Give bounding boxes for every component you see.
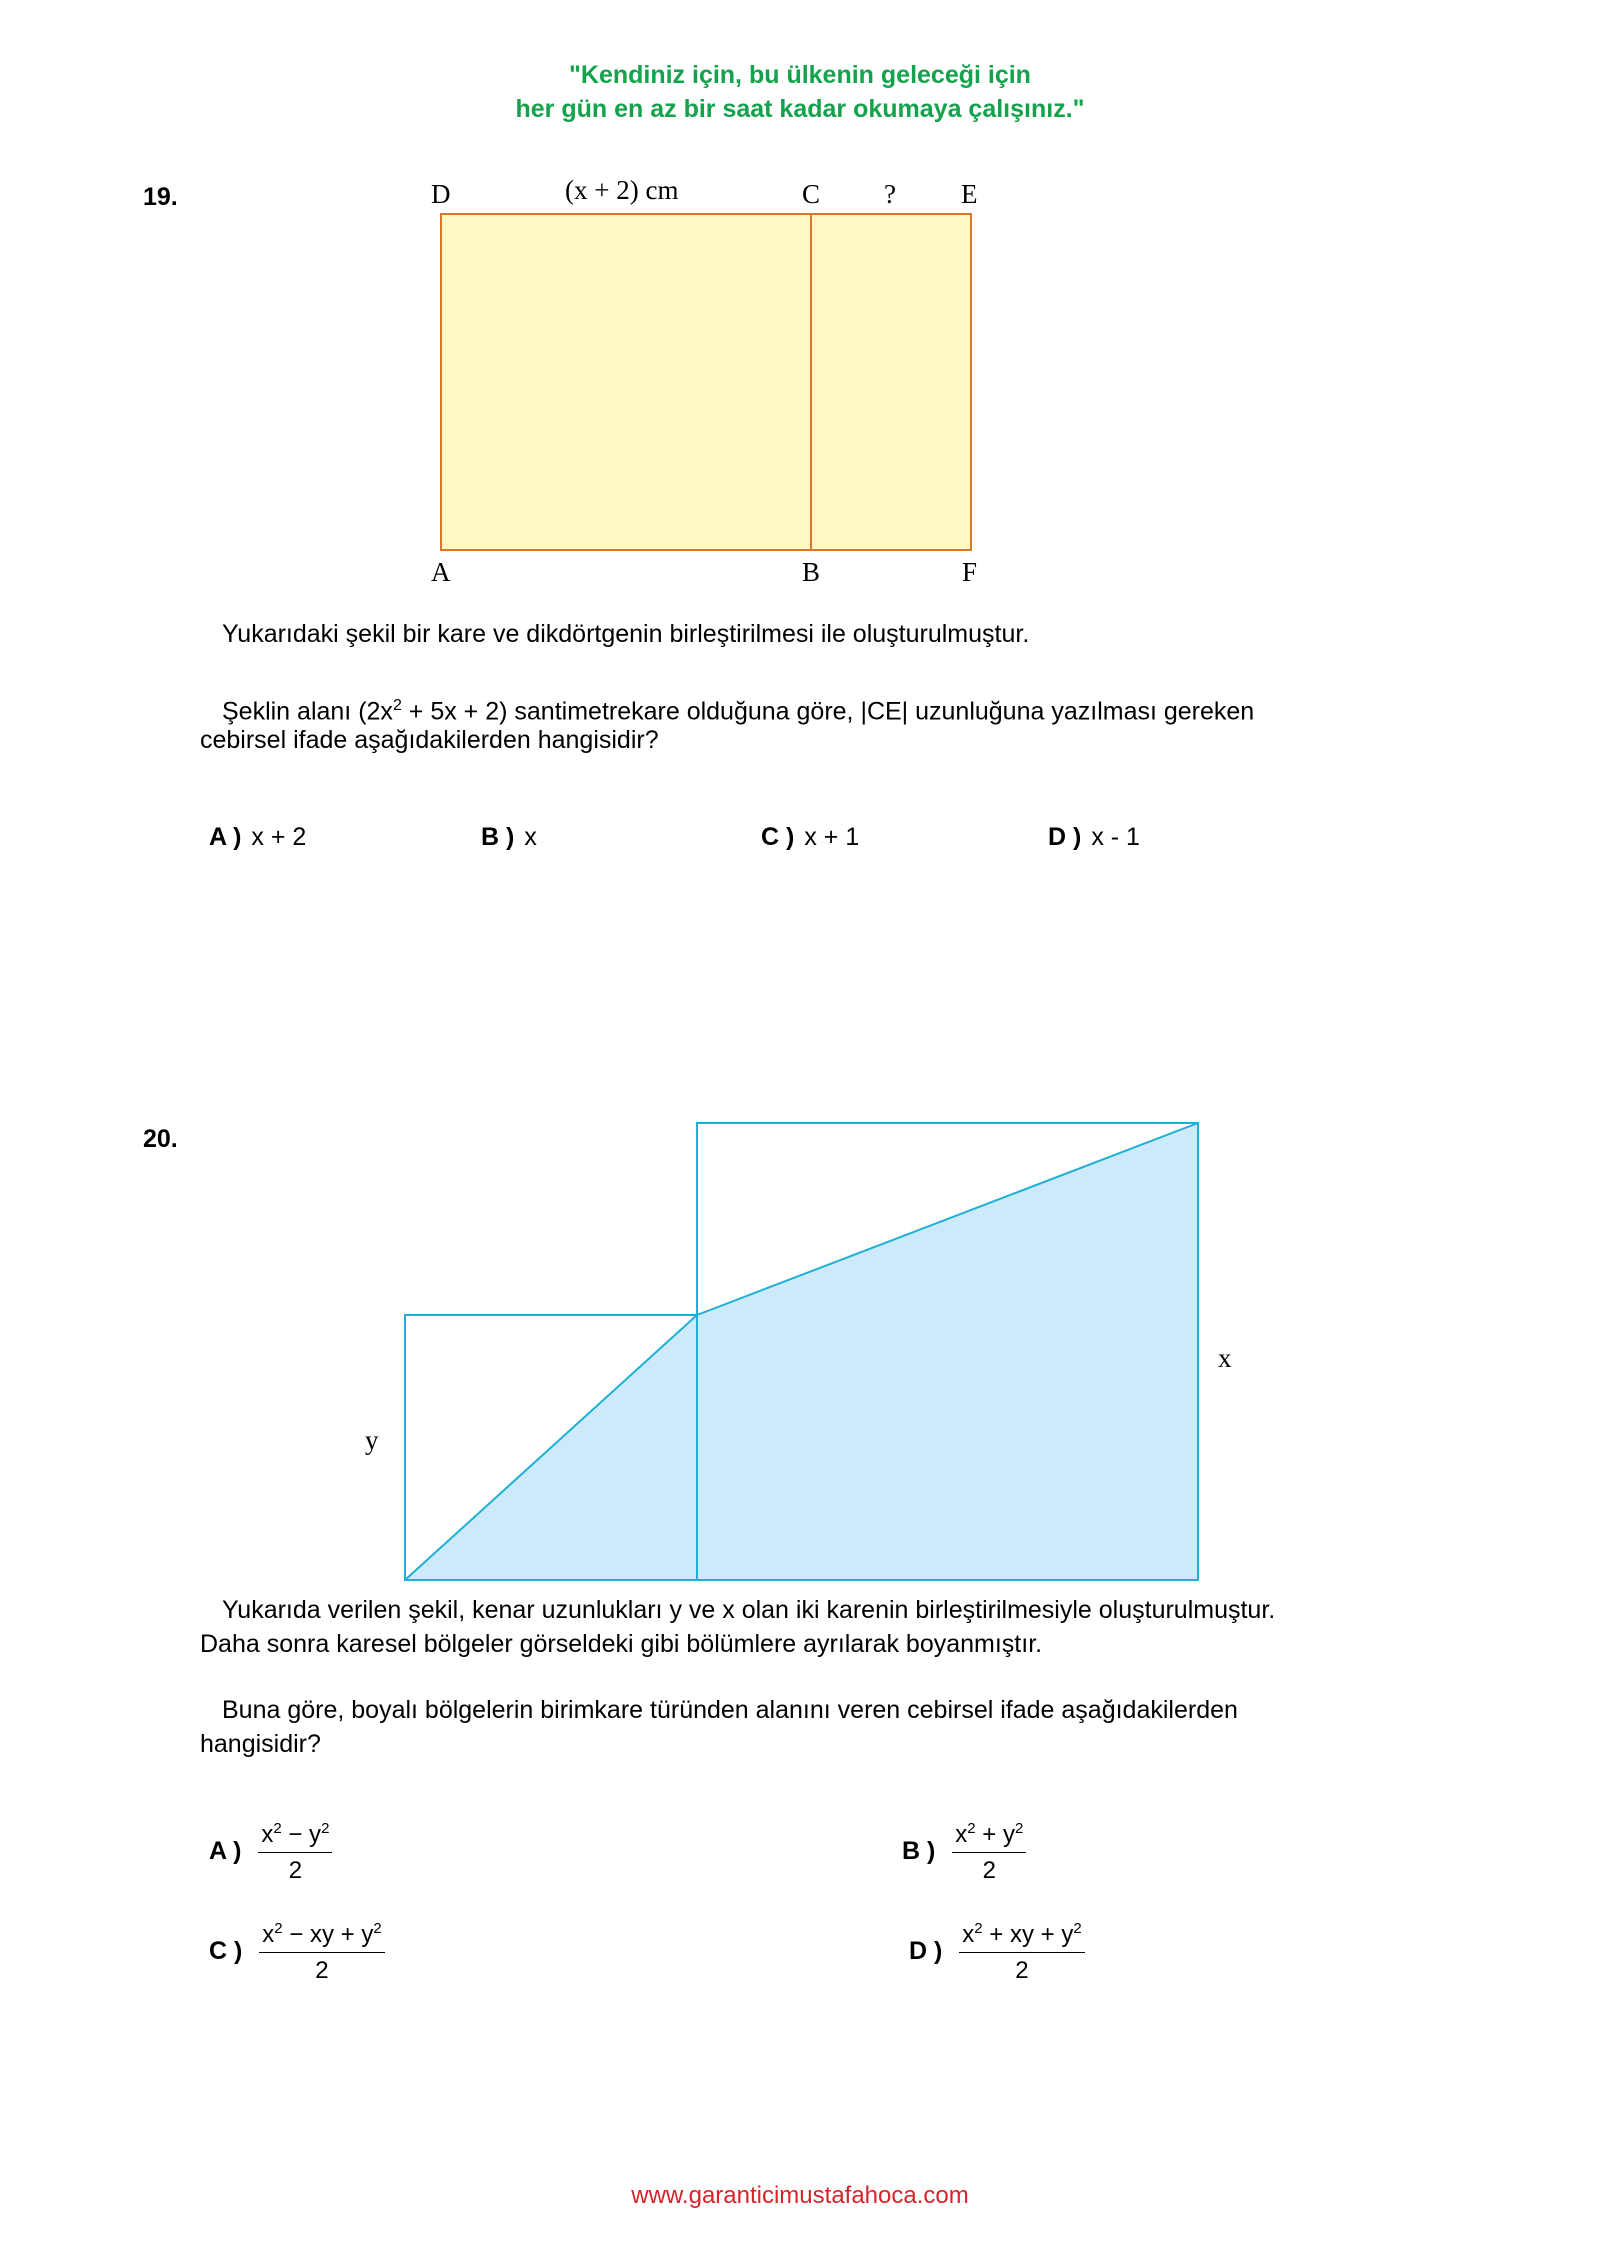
q20-option-d-letter: D ) [909, 1937, 943, 1966]
motto-line-1: "Kendiniz için, bu ülkenin geleceği için [569, 61, 1031, 89]
q20-option-b-letter: B ) [902, 1837, 936, 1866]
q19-q-part-b: + 5x + 2) santimetrekare olduğuna göre, |CE| uzunluğuna yazılması gereken [401, 697, 1255, 726]
q20-option-b-fraction [952, 1820, 1026, 1885]
exponent: 2 [273, 1820, 282, 1837]
q19-description: Yukarıdaki şekil bir kare ve dikdörtgenin birleştirilmesi ile oluşturulmuştur. [222, 620, 1030, 648]
q20-label-x: x [1218, 1343, 1232, 1373]
q20-option-c-denominator: 2 [315, 1957, 329, 1984]
term: x [955, 1821, 968, 1848]
q19-label-unknown: ? [884, 179, 896, 209]
term: − xy + y [282, 1921, 374, 1948]
q20-option-a[interactable] [209, 1820, 332, 1885]
q19-label-c: C [802, 179, 821, 209]
q19-option-b-value: x [524, 823, 537, 851]
q19-option-a-value: x + 2 [251, 823, 307, 851]
term: + xy + y [982, 1921, 1074, 1948]
q20-option-c-fraction [259, 1920, 384, 1985]
q20-option-c[interactable] [209, 1920, 385, 1985]
q19-label-b: B [802, 557, 821, 587]
q20-option-a-fraction [258, 1820, 332, 1885]
q20-option-d-denominator: 2 [1015, 1957, 1029, 1984]
exponent: 2 [967, 1820, 976, 1837]
q19-label-top-dimension: (x + 2) cm [565, 175, 679, 205]
q20-option-b-numerator [952, 1820, 1026, 1853]
exponent: 2 [1014, 1820, 1024, 1837]
q20-option-c-numerator [259, 1920, 384, 1953]
q19-question-line-2: cebirsel ifade aşağıdakilerden hangisidir? [200, 726, 659, 754]
footer-url[interactable]: www.garanticimustafahoca.com [631, 2182, 969, 2209]
q20-option-b[interactable] [902, 1820, 1026, 1885]
q20-option-d-fraction [959, 1920, 1084, 1985]
question-19-number: 19. [143, 183, 178, 211]
q20-description-line-2: Daha sonra karesel bölgeler görseldeki gibi bölümlere ayrılarak boyanmıştır. [200, 1630, 1043, 1658]
q19-label-a: A [431, 557, 451, 587]
q20-question-line-1: Buna göre, boyalı bölgelerin birimkare türünden alanını veren cebirsel ifade aşağıdakilerden [222, 1696, 1238, 1724]
q20-option-d-numerator [959, 1920, 1084, 1953]
exponent: 2 [274, 1920, 283, 1937]
term: − y [281, 1821, 322, 1848]
q19-option-b-letter: B ) [481, 823, 515, 851]
q20-label-y: y [365, 1425, 379, 1455]
q19-option-a-letter: A ) [209, 823, 242, 851]
q19-q-exponent: 2 [392, 697, 402, 714]
term: x [262, 1921, 275, 1948]
q20-option-b-denominator: 2 [982, 1857, 996, 1884]
term: x [962, 1921, 975, 1948]
q19-q-part-a: Şeklin alanı (2x [222, 697, 393, 726]
q20-option-c-letter: C ) [209, 1937, 243, 1966]
q20-option-d[interactable] [909, 1920, 1085, 1985]
exponent: 2 [321, 1820, 330, 1837]
exponent: 2 [373, 1920, 382, 1937]
term: + y [975, 1821, 1015, 1848]
q19-label-d: D [431, 179, 451, 209]
q20-shaded-region [405, 1123, 1198, 1580]
q20-question-line-2: hangisidir? [200, 1730, 321, 1758]
q19-option-c-letter: C ) [761, 823, 795, 851]
q19-option-d-letter: D ) [1048, 823, 1082, 851]
q19-option-c-value: x + 1 [804, 823, 860, 851]
q20-option-a-letter: A ) [209, 1837, 242, 1866]
exponent: 2 [1073, 1920, 1082, 1937]
q20-option-a-numerator [258, 1820, 332, 1853]
term: x [261, 1821, 274, 1848]
q20-description-line-1: Yukarıda verilen şekil, kenar uzunlukları y ve x olan iki karenin birleştirilmesiyle oluşturulmuştur. [222, 1596, 1276, 1624]
q19-label-f: F [962, 557, 978, 587]
motto-line-2: her gün en az bir saat kadar okumaya çalışınız." [515, 95, 1085, 123]
q20-option-a-denominator: 2 [288, 1857, 303, 1884]
q19-label-e: E [961, 179, 978, 209]
exponent: 2 [974, 1920, 983, 1937]
q19-option-d-value: x - 1 [1091, 823, 1140, 851]
question-20-number: 20. [143, 1125, 178, 1153]
